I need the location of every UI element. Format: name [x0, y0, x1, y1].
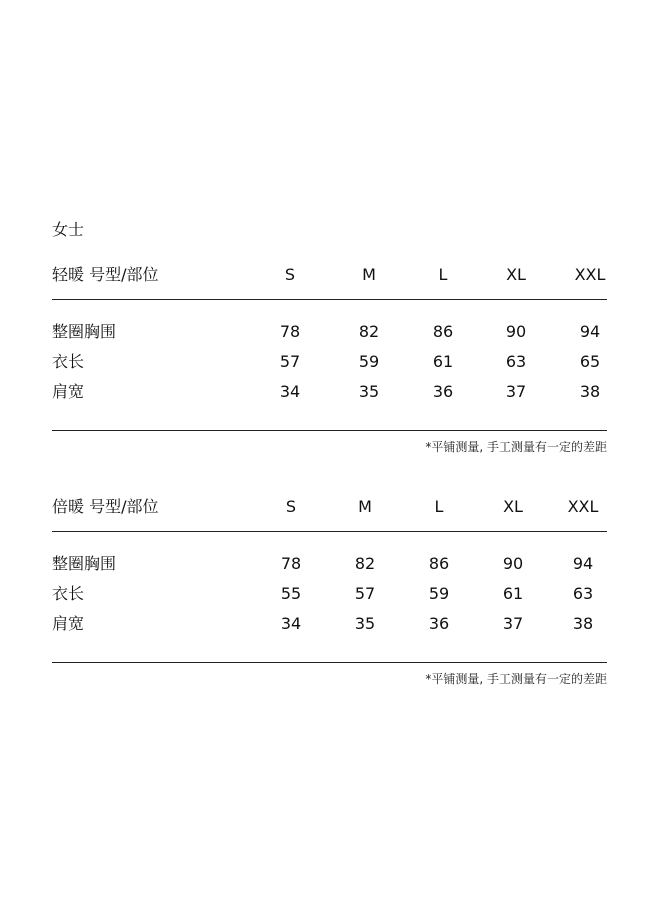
- row-value: 82: [354, 554, 376, 573]
- row-value: 61: [502, 584, 524, 603]
- table-row: [52, 612, 607, 642]
- measurement-note: *平铺测量, 手工测量有一定的差距: [425, 672, 607, 686]
- row-value: 36: [432, 382, 454, 401]
- table-body: [52, 320, 607, 420]
- row-label: 衣长: [52, 352, 85, 371]
- row-value: 78: [280, 554, 302, 573]
- row-value: 61: [432, 352, 454, 371]
- row-value: 57: [354, 584, 376, 603]
- size-xxl: XXL: [574, 265, 606, 284]
- table-row: [52, 582, 607, 612]
- row-value: 55: [280, 584, 302, 603]
- row-value: 86: [432, 322, 454, 341]
- row-value: 59: [428, 584, 450, 603]
- row-label: 肩宽: [52, 614, 85, 633]
- size-l: L: [434, 497, 444, 516]
- size-l: L: [438, 265, 448, 284]
- row-value: 86: [428, 554, 450, 573]
- size-s: S: [284, 265, 296, 284]
- table-row: [52, 350, 607, 380]
- size-xxl: XXL: [567, 497, 599, 516]
- row-value: 82: [358, 322, 380, 341]
- row-value: 90: [505, 322, 527, 341]
- row-value: 63: [572, 584, 594, 603]
- row-value: 94: [579, 322, 601, 341]
- row-value: 57: [279, 352, 301, 371]
- size-s: S: [285, 497, 297, 516]
- size-xl: XL: [503, 497, 523, 516]
- row-label: 肩宽: [52, 382, 85, 401]
- size-m: M: [358, 497, 372, 516]
- row-value: 94: [572, 554, 594, 573]
- row-value: 34: [280, 614, 302, 633]
- row-value: 90: [502, 554, 524, 573]
- row-label: 整圈胸围: [52, 322, 117, 341]
- header-label: 倍暖 号型/部位: [52, 497, 159, 516]
- size-table-light-warm: [52, 263, 607, 455]
- table-bottom-divider: [52, 662, 607, 663]
- measurement-note: *平铺测量, 手工测量有一定的差距: [425, 440, 607, 454]
- size-table-extra-warm: [52, 495, 607, 687]
- size-m: M: [362, 265, 376, 284]
- row-value: 36: [428, 614, 450, 633]
- row-value: 37: [502, 614, 524, 633]
- table-row: [52, 320, 607, 350]
- row-value: 34: [279, 382, 301, 401]
- table-body: [52, 552, 607, 652]
- row-value: 78: [279, 322, 301, 341]
- size-xl: XL: [506, 265, 526, 284]
- row-value: 38: [579, 382, 601, 401]
- row-value: 63: [505, 352, 527, 371]
- row-value: 59: [358, 352, 380, 371]
- table-header-row: [52, 263, 607, 299]
- section-title: 女士: [52, 220, 85, 239]
- row-label: 整圈胸围: [52, 554, 117, 573]
- row-value: 35: [358, 382, 380, 401]
- table-row: [52, 380, 607, 410]
- table-row: [52, 552, 607, 582]
- row-value: 38: [572, 614, 594, 633]
- row-label: 衣长: [52, 584, 85, 603]
- row-value: 37: [505, 382, 527, 401]
- row-value: 35: [354, 614, 376, 633]
- row-value: 65: [579, 352, 601, 371]
- table-bottom-divider: [52, 430, 607, 431]
- header-divider: [52, 531, 607, 532]
- header-label: 轻暖 号型/部位: [52, 265, 159, 284]
- header-divider: [52, 299, 607, 300]
- table-header-row: [52, 495, 607, 531]
